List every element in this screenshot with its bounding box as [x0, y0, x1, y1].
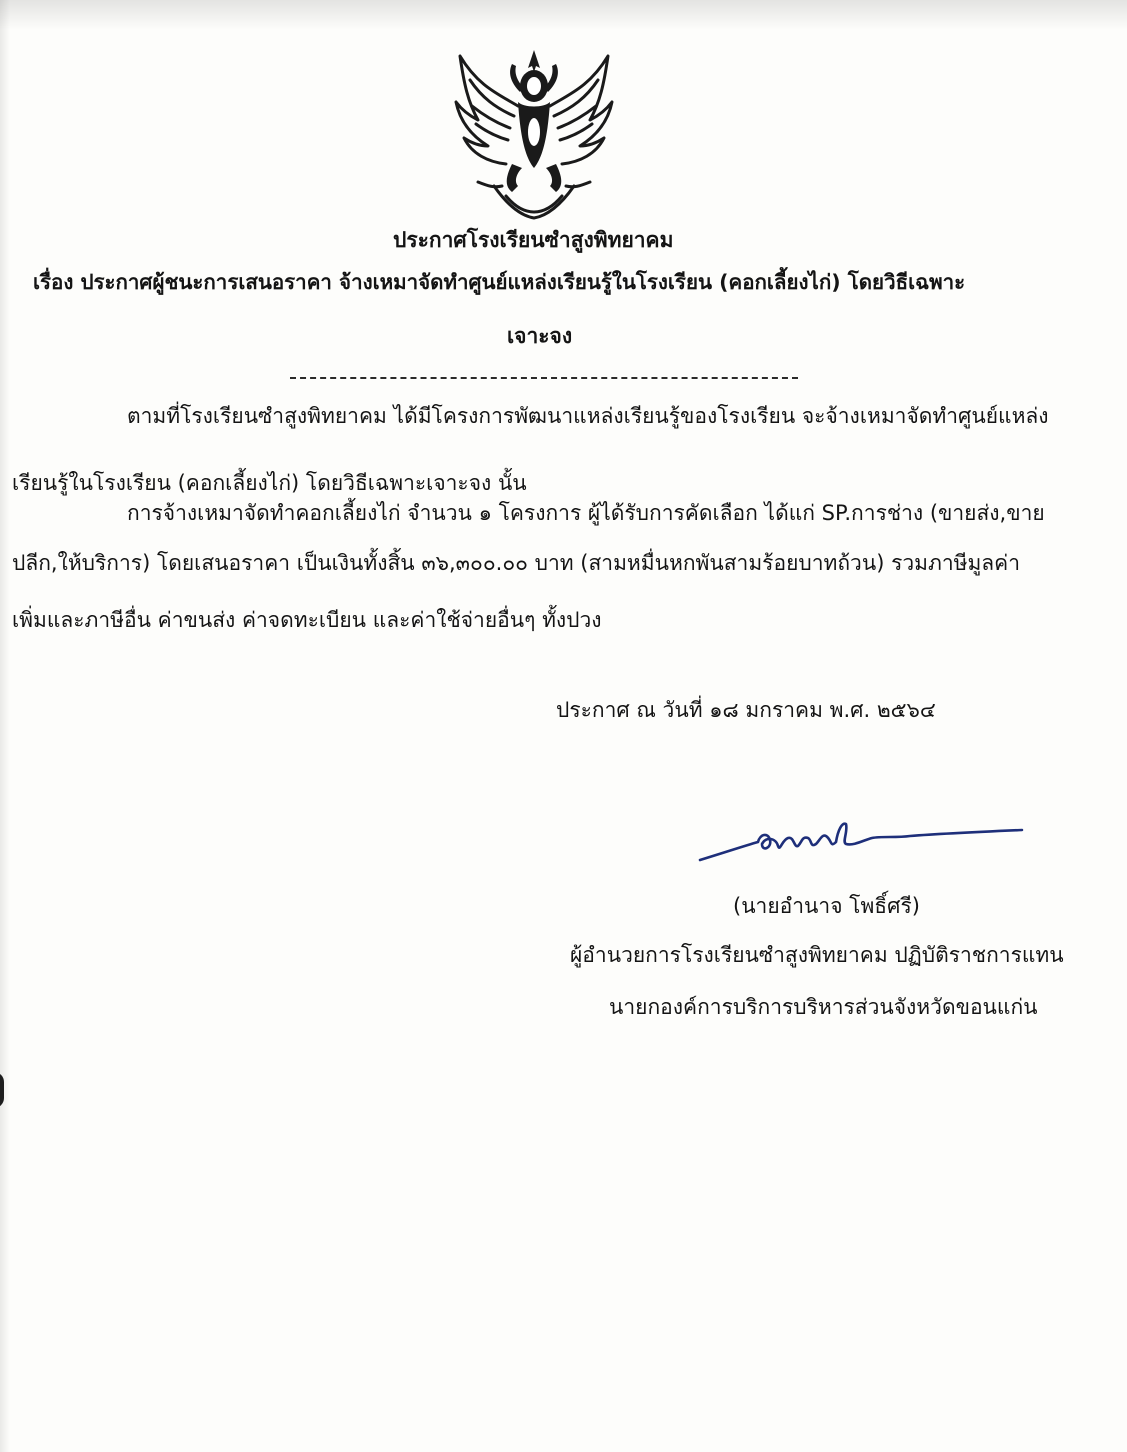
signatory-position-line-1: ผู้อำนวยการโรงเรียนซำสูงพิทยาคม ปฏิบัติราชการแทน: [570, 943, 1064, 967]
paragraph-1-line-2: เรียนรู้ในโรงเรียน (คอกเลี้ยงไก่) โดยวิธีเฉพาะเจาะจง นั้น: [12, 471, 527, 495]
paragraph-1-line-1: ตามที่โรงเรียนซำสูงพิทยาคม ได้มีโครงการพัฒนาแหล่งเรียนรู้ของโรงเรียน จะจ้างเหมาจัดทำศูนย์แหล่ง: [127, 404, 1049, 428]
paragraph-2-line-1: การจ้างเหมาจัดทำคอกเลี้ยงไก่ จำนวน ๑ โครงการ ผู้ได้รับการคัดเลือก ได้แก่ SP.การช่าง (ขายส่ง,ขาย: [127, 501, 1045, 525]
subject-line-2: เจาะจง: [507, 324, 573, 348]
page-top-shadow: [0, 0, 1127, 30]
paragraph-2-line-3: เพิ่มและภาษีอื่น ค่าขนส่ง ค่าจดทะเบียน และค่าใช้จ่ายอื่นๆ ทั้งปวง: [12, 608, 602, 632]
announcement-title: ประกาศโรงเรียนซำสูงพิทยาคม: [393, 228, 674, 252]
page-left-shadow: [0, 0, 10, 1452]
dashed-divider: [290, 377, 798, 379]
garuda-emblem-icon: [448, 36, 620, 222]
paragraph-2-line-2: ปลีก,ให้บริการ) โดยเสนอราคา เป็นเงินทั้งสิ้น ๓๖,๓๐๐.๐๐ บาท (สามหมื่นหกพันสามร้อยบาทถ้วน) รวมภาษีมูลค่า: [12, 551, 1021, 575]
signatory-name: (นายอำนาจ โพธิ์ศรี): [733, 894, 920, 918]
announcement-date: ประกาศ ณ วันที่ ๑๘ มกราคม พ.ศ. ๒๕๖๔: [556, 698, 936, 722]
subject-line-1: เรื่อง ประกาศผู้ชนะการเสนอราคา จ้างเหมาจัดทำศูนย์แหล่งเรียนรู้ในโรงเรียน (คอกเลี้ยงไก่) โดยวิธีเฉพาะ: [33, 270, 966, 294]
signatory-position-line-2: นายกองค์การบริการบริหารส่วนจังหวัดขอนแก่น: [609, 995, 1038, 1019]
handwritten-signature: [696, 812, 1026, 872]
